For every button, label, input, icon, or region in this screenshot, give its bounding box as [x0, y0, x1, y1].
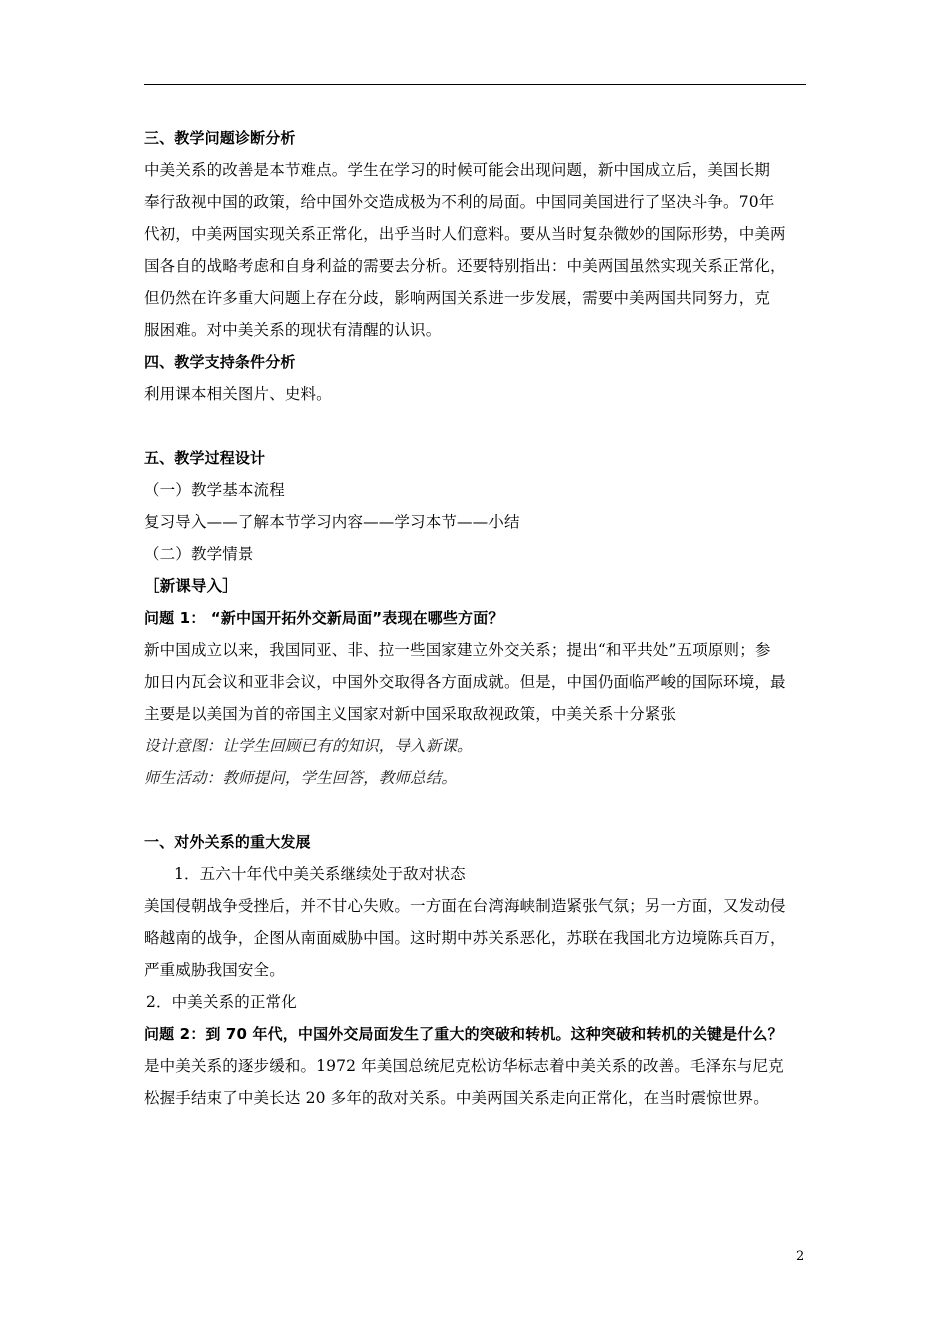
item-2-title: 2．中美关系的正常化	[146, 993, 297, 1011]
subheading-scene: （二）教学情景	[144, 545, 254, 563]
part-1-heading: 一、对外关系的重大发展	[144, 833, 311, 851]
item-1-title: 1．五六十年代中美关系继续处于敌对状态	[174, 865, 466, 883]
spacer	[144, 410, 808, 442]
item-1-line: 美国侵朝战争受挫后，并不甘心失败。一方面在台湾海峡制造紧张气氛；另一方面，又发动侵	[144, 897, 786, 915]
flow-text: 复习导入——了解本节学习内容——学习本节——小结	[144, 513, 520, 531]
document-body	[144, 122, 808, 1114]
answer-1-line: 主要是以美国为首的帝国主义国家对新中国采取敌视政策，中美关系十分紧张	[144, 705, 677, 723]
section-5-heading: 五、教学过程设计	[144, 449, 266, 467]
intro-label: ［新课导入］	[144, 576, 238, 595]
subheading-flow: （一）教学基本流程	[144, 481, 285, 499]
design-intent: 设计意图：让学生回顾已有的知识，导入新课。	[144, 737, 473, 755]
section-4-text: 利用课本相关图片、史料。	[144, 385, 332, 403]
paragraph-line: 奉行敌视中国的政策，给中国外交造成极为不利的局面。中国同美国进行了坚决斗争。70年	[144, 193, 775, 211]
paragraph-line: 中美关系的改善是本节难点。学生在学习的时候可能会出现问题，新中国成立后，美国长期	[144, 161, 771, 179]
answer-2-line: 是中美关系的逐步缓和。1972 年美国总统尼克松访华标志着中美关系的改善。毛泽东与尼克	[144, 1057, 784, 1075]
section-3-heading: 三、教学问题诊断分析	[144, 129, 296, 147]
paragraph-line: 国各自的战略考虑和自身利益的需要去分析。还要特别指出：中美两国虽然实现关系正常化，	[144, 257, 786, 275]
page-number: 2	[796, 1249, 805, 1264]
question-1: 问题 1： “新中国开拓外交新局面”表现在哪些方面？	[144, 609, 504, 627]
header-rule	[144, 84, 806, 85]
item-1-line: 严重威胁我国安全。	[144, 961, 285, 979]
question-2: 问题 2：到 70 年代，中国外交局面发生了重大的突破和转机。这种突破和转机的关键是什么？	[144, 1025, 783, 1043]
answer-1-line: 加日内瓦会议和亚非会议，中国外交取得各方面成就。但是，中国仍面临严峻的国际环境，最	[144, 673, 786, 691]
teacher-student-activity: 师生活动：教师提问，学生回答，教师总结。	[144, 769, 458, 787]
answer-2-line: 松握手结束了中美长达 20 多年的敌对关系。中美两国关系走向正常化，在当时震惊世界。	[144, 1089, 769, 1107]
paragraph-line: 服困难。对中美关系的现状有清醒的认识。	[144, 321, 442, 339]
spacer	[144, 794, 808, 826]
section-4-heading: 四、教学支持条件分析	[144, 353, 296, 371]
answer-1-line: 新中国成立以来，我国同亚、非、拉一些国家建立外交关系；提出“和平共处”五项原则；参	[144, 641, 771, 659]
paragraph-line: 代初，中美两国实现关系正常化，出乎当时人们意料。要从当时复杂微妙的国际形势，中美两	[144, 225, 786, 243]
paragraph-line: 但仍然在许多重大问题上存在分歧，影响两国关系进一步发展，需要中美两国共同努力，克	[144, 289, 771, 307]
item-1-line: 略越南的战争，企图从南面威胁中国。这时期中苏关系恶化，苏联在我国北方边境陈兵百万，	[144, 929, 786, 947]
